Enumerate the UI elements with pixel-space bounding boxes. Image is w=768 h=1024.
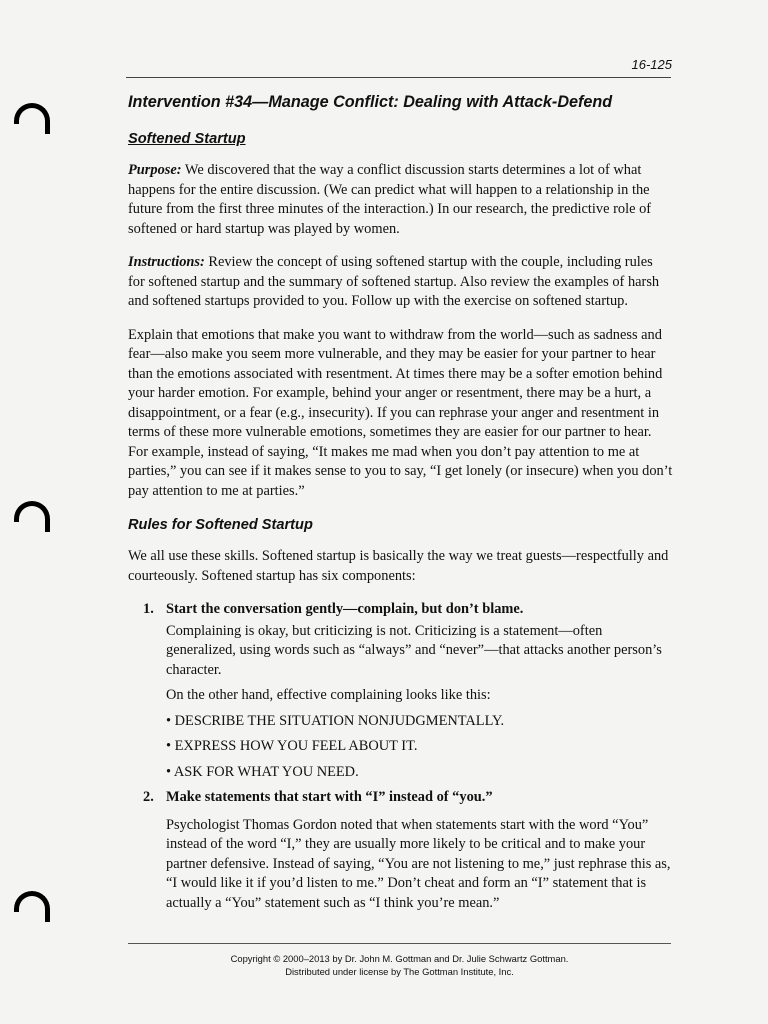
bullet-item: • ASK FOR WHAT YOU NEED. <box>166 763 359 780</box>
instructions-paragraph <box>128 253 673 312</box>
instructions-text: Review the concept of using softened startup with the couple, including rules for softened startup and the summary of softened startup. Also review the examples of harsh and softened startups provided to you. Follow up with the exercise on softened startup. <box>128 254 660 309</box>
rule-body: Psychologist Thomas Gordon noted that when statements start with the word “You” instead of the word “I,” they are usually more likely to be critical and to make your partner defensive. Instead of saying, “You are not listening to me,” just rephrase this as, “I would like it if you’d listen to me.” Don’t cheat and form an “I” statement that is actually a “You” statement such as “I think you’re mean.” <box>166 816 671 911</box>
page-number: 16-125 <box>631 57 672 72</box>
bullet-item: • DESCRIBE THE SITUATION NONJUDGMENTALLY. <box>166 712 505 729</box>
bullet-item: • EXPRESS HOW YOU FEEL ABOUT IT. <box>166 738 418 754</box>
instructions-label: Instructions: <box>128 254 205 270</box>
header-rule <box>126 77 671 78</box>
rule-body-secondary: On the other hand, effective complaining looks like this: <box>166 687 491 703</box>
rule-item-1 <box>128 600 673 782</box>
footer-copyright: Copyright © 2000–2013 by Dr. John M. Gottman and Dr. Julie Schwartz Gottman. <box>230 953 569 964</box>
footer-license: Distributed under license by The Gottman Institute, Inc. <box>285 966 514 977</box>
rule-item-2 <box>128 788 673 913</box>
footer <box>128 952 671 978</box>
page-title: Intervention #34—Manage Conflict: Dealing with Attack-Defend <box>128 93 613 111</box>
binder-hole-icon <box>14 501 50 522</box>
purpose-label: Purpose: <box>128 162 182 178</box>
page-body <box>128 92 673 919</box>
rule-heading: Make statements that start with “I” instead of “you.” <box>166 789 493 805</box>
binder-hole-icon <box>14 103 50 124</box>
purpose-paragraph <box>128 161 673 239</box>
section-title: Softened Startup <box>128 131 246 147</box>
rules-intro: We all use these skills. Softened startup is basically the way we treat guests—respectfully and courteously. Softened startup has six components: <box>128 548 669 584</box>
rule-heading: Start the conversation gently—complain, but don’t blame. <box>166 601 524 617</box>
rule-number: 2. <box>143 789 154 805</box>
rule-number: 1. <box>143 601 154 617</box>
purpose-text: We discovered that the way a conflict discussion starts determines a lot of what happens for the entire discussion. (We can predict what will happen to a relationship in the future from the first three minutes of the interaction.) In our research, the predictive role of softened or hard startup was played by women. <box>128 162 652 237</box>
binder-hole-icon <box>14 891 50 912</box>
footer-rule <box>128 943 671 944</box>
explain-paragraph: Explain that emotions that make you want to withdraw from the world—such as sadness and fear—also make you seem more vulnerable, and they may be easier for your partner to hear than the emotions associated with resentment. At times there may be a softer emotion behind your harder emotion. For example, behind your anger or resentment, there may be a hurt, a disappointment, or a fear (e.g., insecurity). If you can rephrase your anger and resentment in terms of these more vulnerable emotions, sometimes they are easier for our partner to hear. For example, instead of saying, “It makes me mad when you don’t pay attention to me at parties,” you can see if it makes sense to you to say, “I get lonely (or insecure) when you don’t pay attention to me at parties.” <box>128 326 673 499</box>
rules-title: Rules for Softened Startup <box>128 517 313 533</box>
rule-body: Complaining is okay, but criticizing is not. Criticizing is a statement—often generalized, using words such as “always” and “never”—that attacks another person’s character. <box>166 622 662 678</box>
